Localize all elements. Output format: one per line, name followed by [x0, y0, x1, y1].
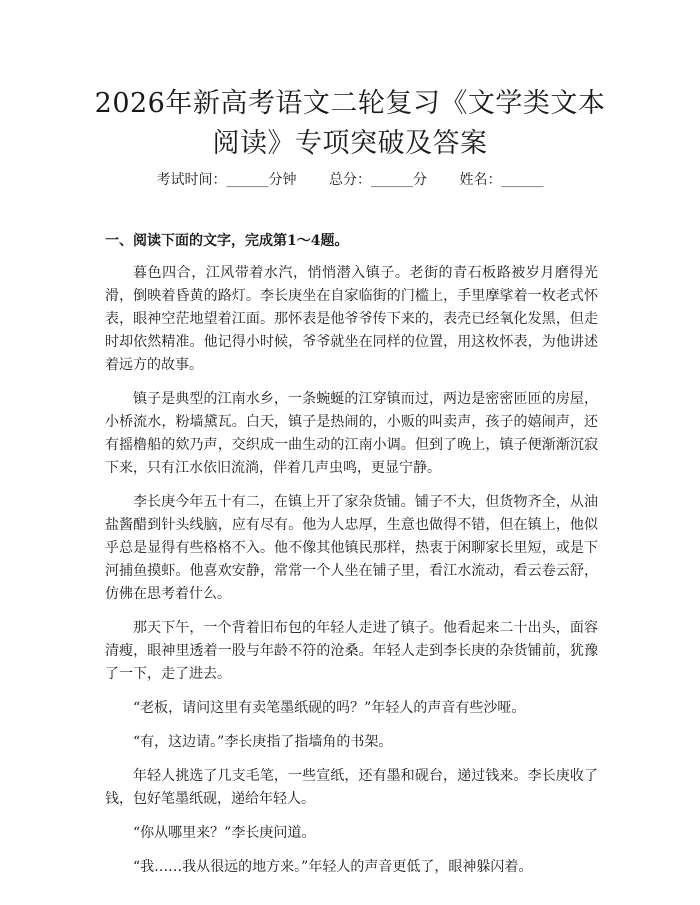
exam-time-label: 考试时间：______分钟	[156, 172, 297, 188]
passage-paragraph: 年轻人挑选了几支毛笔，一些宣纸，还有墨和砚台，递过钱来。李长庚收了钱，包好笔墨纸砚，递给年轻人。	[105, 768, 598, 807]
passage-paragraph: 镇子是典型的江南水乡，一条蜿蜒的江穿镇而过，两边是密密匝匝的房屋，小桥流水，粉墙黛瓦。白天，镇子是热闹的，小贩的叫卖声，孩子的嬉闹声，还有摇橹船的欸乃声，交织成一曲生动的江南小调。但到了晚上，镇子便渐渐沉寂下来，只有江水依旧流淌，伴着几声虫鸣，更显宁静。	[105, 391, 598, 476]
passage-paragraph: “老板，请问这里有卖笔墨纸砚的吗？”年轻人的声音有些沙哑。	[133, 700, 526, 716]
passage-paragraph: “我……我从很远的地方来。”年轻人的声音更低了，眼神躲闪着。	[133, 859, 533, 875]
exam-score-label: 总分：______分	[329, 172, 427, 188]
passage-body	[105, 262, 598, 890]
document-title: 2026年新高考语文二轮复习《文学类文本阅读》专项突破及答案	[94, 88, 606, 159]
section-heading: 一、阅读下面的文字，完成第1～4题。	[105, 233, 349, 249]
passage-paragraph: 那天下午，一个背着旧布包的年轻人走进了镇子。他看起来二十出头，面容清瘦，眼神里透着一股与年龄不符的沧桑。年轻人走到李长庚的杂货铺前，犹豫了一下，走了进去。	[105, 620, 598, 682]
passage-paragraph: “你从哪里来？”李长庚问道。	[133, 825, 316, 841]
passage-paragraph: 李长庚今年五十有二，在镇上开了家杂货铺。铺子不大，但货物齐全，从油盐酱醋到针头线脑，应有尽有。他为人忠厚，生意也做得不错，但在镇上，他似乎总是显得有些格格不入。他不像其他镇民那样，热衷于闲聊家长里短，或是下河捕鱼摸虾。他喜欢安静，常常一个人坐在铺子里，看江水流动，看云卷云舒，仿佛在思考着什么。	[105, 494, 598, 602]
exam-name-label: 姓名：______	[459, 172, 544, 188]
exam-info-line	[0, 171, 700, 189]
passage-paragraph: 暮色四合，江风带着水汽，悄悄潜入镇子。老街的青石板路被岁月磨得光滑，倒映着昏黄的路灯。李长庚坐在自家临街的门槛上，手里摩挲着一枚老式怀表，眼神空茫地望着江面。那怀表是他爷爷传下来的，表壳已经氧化发黑，但走时却依然精准。他记得小时候，爷爷就坐在同样的位置，用这枚怀表，为他讲述着远方的故事。	[105, 265, 598, 373]
passage-paragraph: “有，这边请。”李长庚指了指墙角的书架。	[133, 734, 393, 750]
